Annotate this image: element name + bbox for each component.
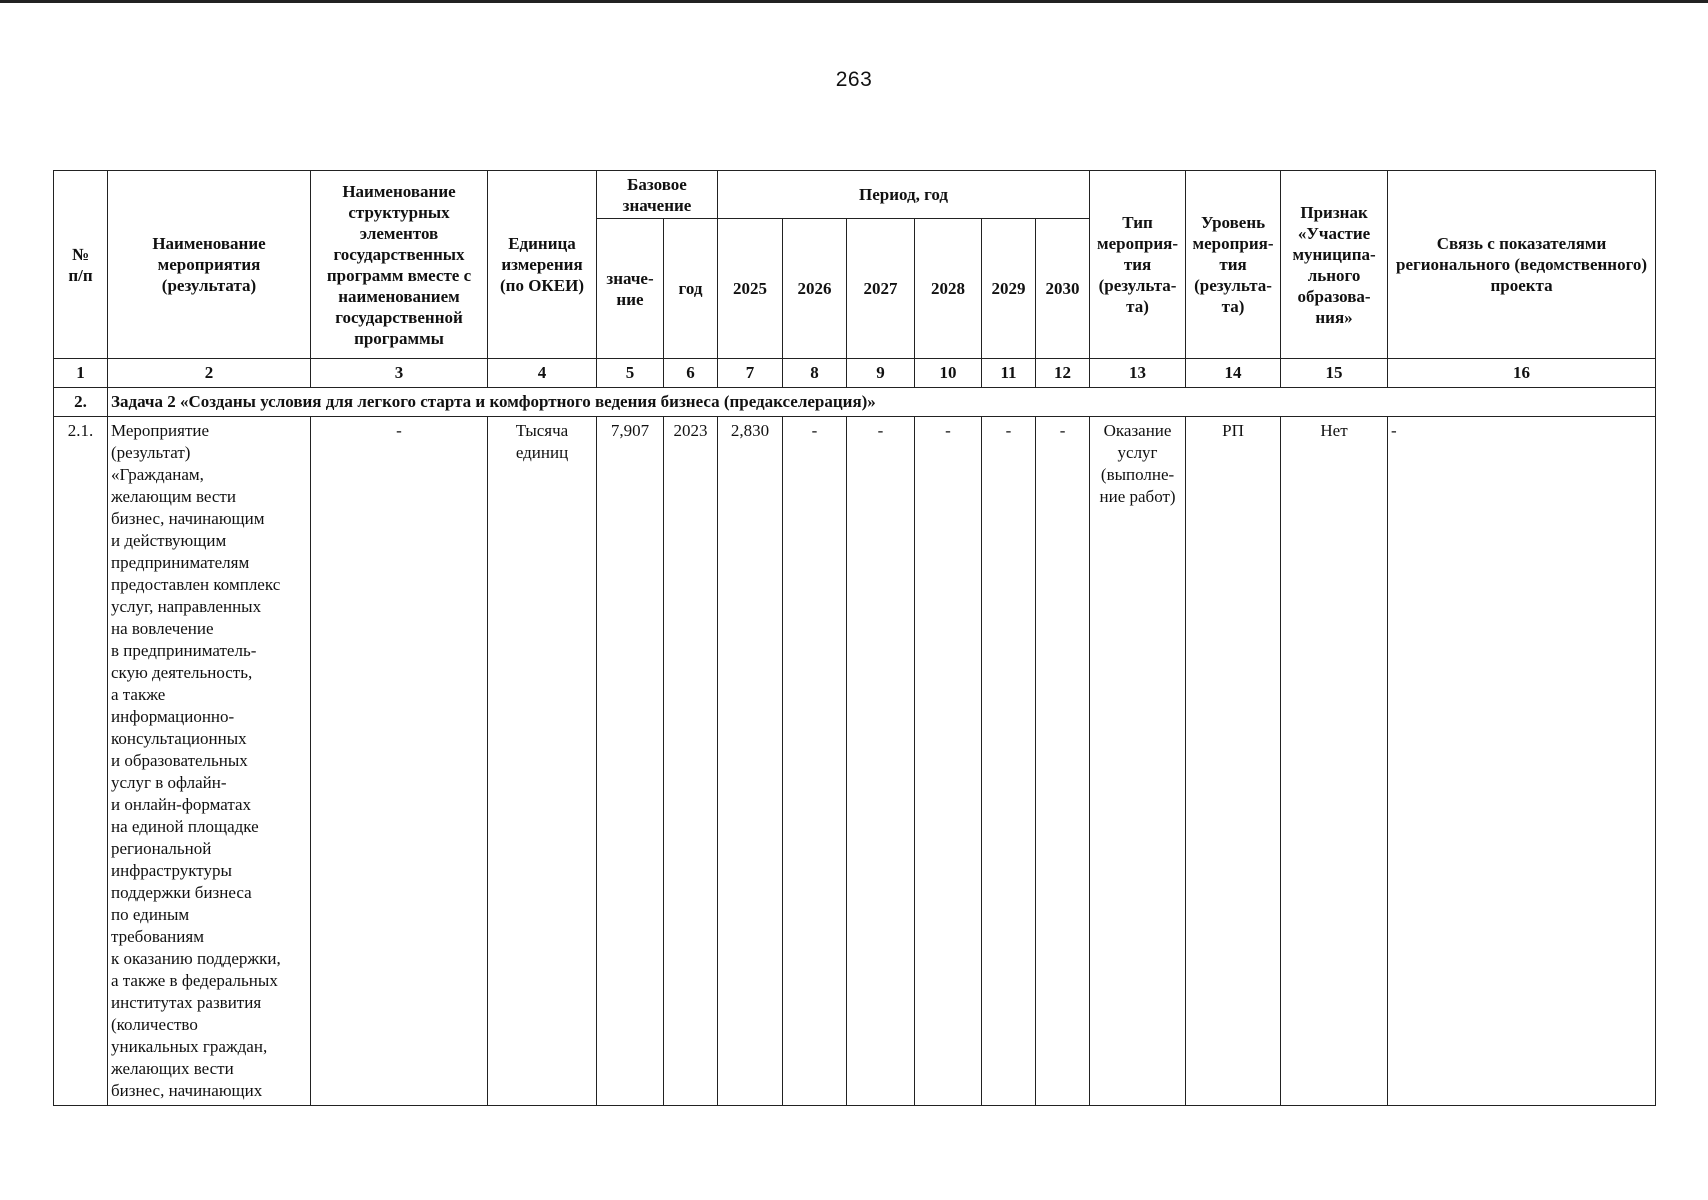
page-number: 263 [835, 68, 873, 91]
column-number: 5 [597, 359, 664, 388]
header-base-value-value: значе-ние [597, 219, 664, 359]
table-row [54, 417, 1656, 1106]
header-year-2025: 2025 [718, 219, 783, 359]
column-number: 1 [54, 359, 108, 388]
header-unit: Единица измерения (по ОКЕИ) [488, 171, 597, 359]
column-number: 2 [108, 359, 311, 388]
column-number: 15 [1281, 359, 1388, 388]
header-year-2028: 2028 [915, 219, 982, 359]
task-title: Задача 2 «Созданы условия для легкого старта и комфортного ведения бизнеса (предакселерация)» [108, 388, 1656, 417]
value-2030: - [1036, 417, 1090, 1106]
header-period: Период, год [718, 171, 1090, 219]
column-number: 4 [488, 359, 597, 388]
task-row [54, 388, 1656, 417]
task-number: 2. [54, 388, 108, 417]
municipal-participation: Нет [1281, 417, 1388, 1106]
top-border-line [0, 0, 1708, 3]
value-2026: - [783, 417, 847, 1106]
row-number: 2.1. [54, 417, 108, 1106]
column-number: 12 [1036, 359, 1090, 388]
activity-level: РП [1186, 417, 1281, 1106]
header-year-2029: 2029 [982, 219, 1036, 359]
column-number: 10 [915, 359, 982, 388]
value-2027: - [847, 417, 915, 1106]
header-year-2030: 2030 [1036, 219, 1090, 359]
column-number: 7 [718, 359, 783, 388]
activity-name-cell [108, 417, 311, 1106]
value-2025: 2,830 [718, 417, 783, 1106]
column-number: 16 [1388, 359, 1656, 388]
header-level: Уровень мероприя-тия (результа-та) [1186, 171, 1281, 359]
project-link: - [1388, 417, 1656, 1106]
header-num: № п/п [54, 171, 108, 359]
header-structural-elements: Наименование структурных элементов государственных программ вместе с наименованием государственной программы [311, 171, 488, 359]
activities-table [53, 170, 1656, 1106]
base-value: 7,907 [597, 417, 664, 1106]
header-year-2027: 2027 [847, 219, 915, 359]
header-year-2026: 2026 [783, 219, 847, 359]
activity-name: Мероприятие (результат) «Гражданам, желающим вести бизнес, начинающим и действующим предпринимателям предоставлен комплекс услуг, направленных на вовлечение в предприниматель- скую деятельность, а также информационно- консультационных и образовательных услуг в офлайн- и онлайн-форматах на единой площадке региональной инфраструктуры поддержки бизнеса по единым требованиям к оказанию поддержки, а также в федеральных институтах развития (количество уникальных граждан, желающих вести бизнес, начинающих [111, 421, 281, 1100]
column-number-row [54, 359, 1656, 388]
header-municipal-participation: Признак «Участие муниципа-льного образова-ния» [1281, 171, 1388, 359]
column-number: 6 [664, 359, 718, 388]
column-number: 13 [1090, 359, 1186, 388]
header-type: Тип мероприя-тия (результа-та) [1090, 171, 1186, 359]
header-base-value-year: год [664, 219, 718, 359]
structural-elements-value: - [311, 417, 488, 1106]
header-name: Наименование мероприятия (результата) [108, 171, 311, 359]
header-project-link: Связь с показателями регионального (ведомственного) проекта [1388, 171, 1656, 359]
column-number: 9 [847, 359, 915, 388]
value-2029: - [982, 417, 1036, 1106]
base-year: 2023 [664, 417, 718, 1106]
activity-type: Оказание услуг (выполне-ние работ) [1090, 417, 1186, 1106]
column-number: 11 [982, 359, 1036, 388]
header-base-value: Базовое значение [597, 171, 718, 219]
column-number: 8 [783, 359, 847, 388]
unit-value: Тысяча единиц [488, 417, 597, 1106]
value-2028: - [915, 417, 982, 1106]
column-number: 3 [311, 359, 488, 388]
column-number: 14 [1186, 359, 1281, 388]
